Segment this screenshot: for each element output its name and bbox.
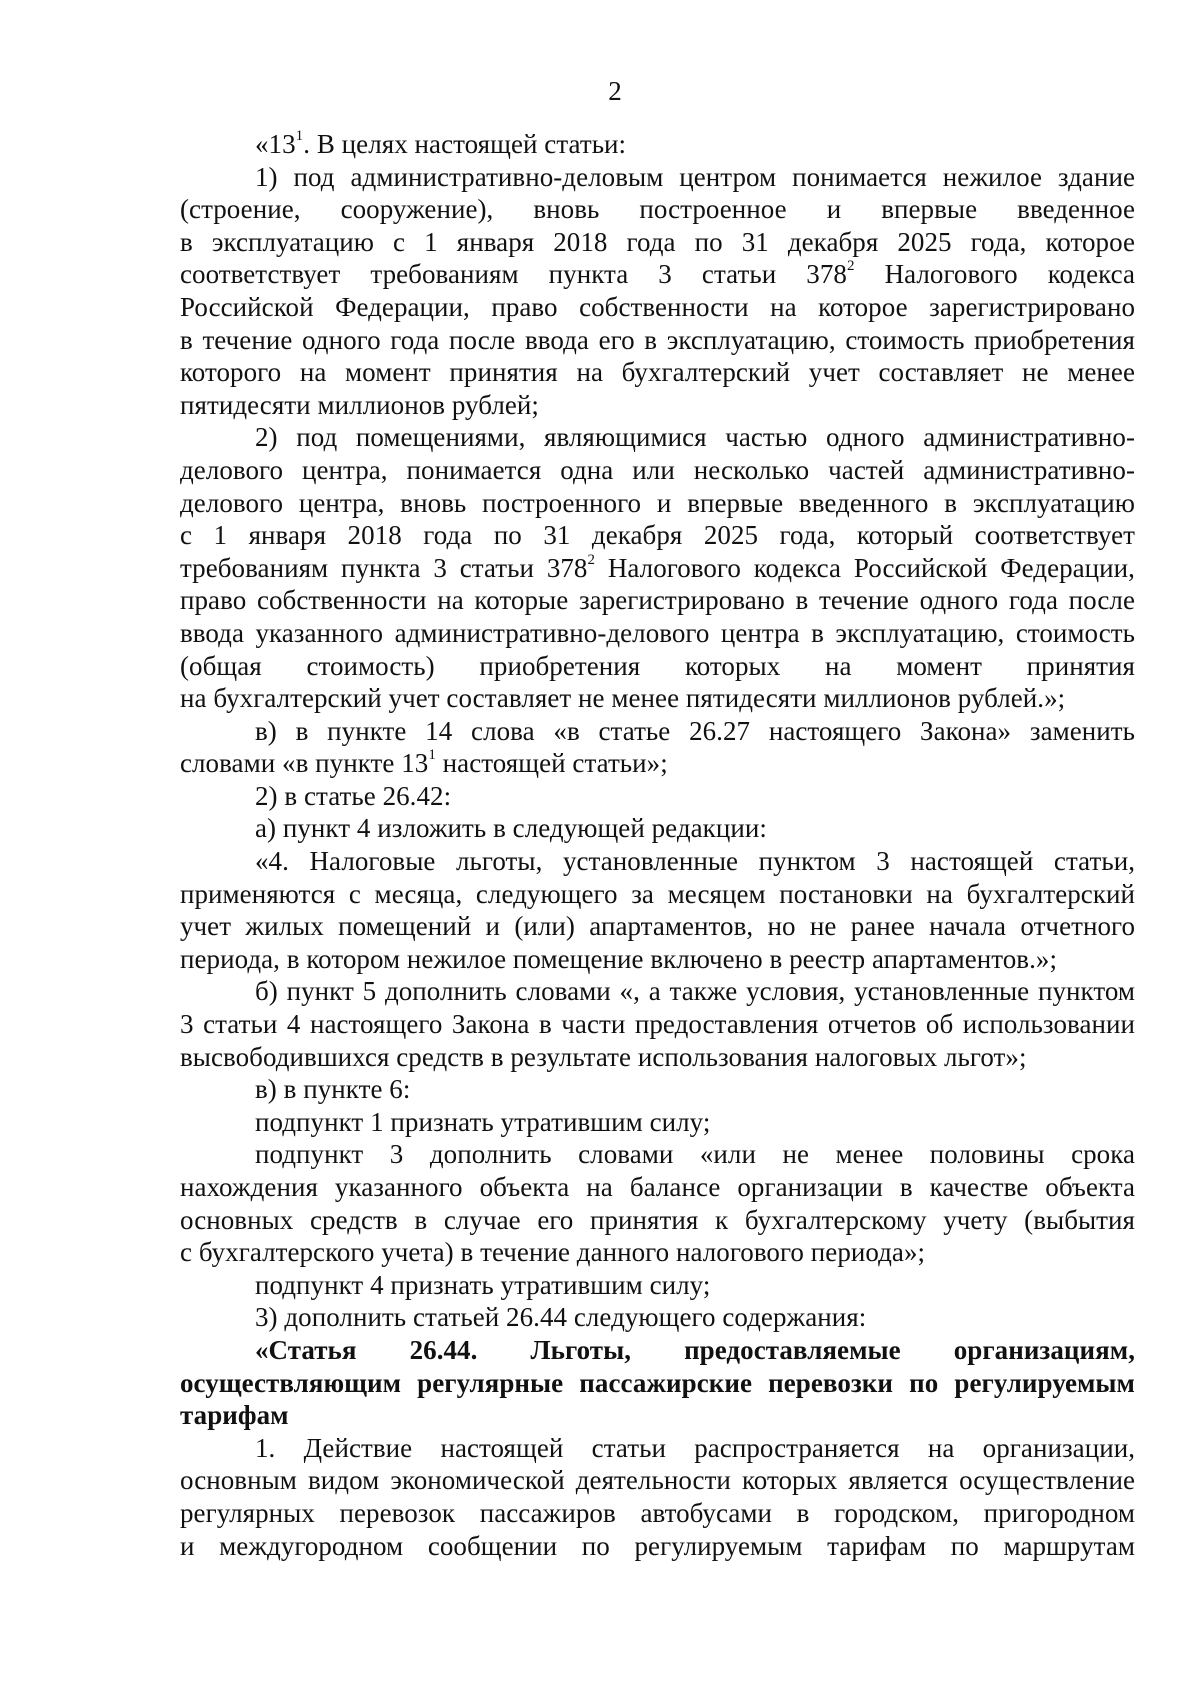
text-line — [180, 258, 1135, 291]
text-line — [180, 161, 1135, 194]
text-line-content: делового центра, вновь построенного и впервые введенного в эксплуатацию — [180, 487, 1135, 518]
text-line-content: право собственности на которые зарегистрировано в течение одного года после — [180, 585, 1135, 616]
text-line — [180, 682, 1135, 715]
text-line — [180, 454, 1135, 487]
text-line — [180, 1464, 1135, 1497]
text-line — [180, 193, 1135, 226]
text-line-content: которого на момент принятия на бухгалтерский учет составляет не менее — [180, 357, 1135, 388]
text-line-content: 3) дополнить статьей 26.44 следующего содержания: — [255, 1302, 867, 1333]
text-line-content: словами «в пункте 13 — [180, 748, 429, 779]
text-line-content: основных средств в случае его принятия к бухгалтерскому учету (выбытия — [180, 1204, 1135, 1235]
text-line — [180, 910, 1135, 943]
text-line-content: «4. Налоговые льготы, установленные пунктом 3 настоящей статьи, — [255, 846, 1135, 877]
text-line-content: в эксплуатацию с 1 января 2018 года по 31 декабря 2025 года, которое — [180, 226, 1135, 257]
text-line-content: делового центра, понимается одна или несколько частей административно- — [180, 454, 1135, 485]
text-line — [180, 617, 1135, 650]
text-line — [180, 747, 1135, 780]
text-line-content: основным видом экономической деятельности которых является осуществление — [180, 1465, 1135, 1496]
text-line-content: 1. Действие настоящей статьи распространяется на организации, — [255, 1432, 1135, 1463]
text-line-continuation: Налогового кодекса — [854, 259, 1136, 290]
text-line-content: пятидесяти миллионов рублей; — [180, 389, 539, 420]
text-line-content: 2) под помещениями, являющимися частью одного административно- — [255, 422, 1135, 453]
text-line-content: Российской Федерации, право собственности на которое зарегистрировано — [180, 291, 1135, 322]
page-number: 2 — [608, 76, 622, 106]
text-line-continuation: настоящей статьи»; — [435, 748, 668, 779]
text-line — [180, 1497, 1135, 1530]
text-line — [180, 975, 1135, 1008]
superscript: 1 — [428, 747, 436, 764]
text-line-content: подпункт 3 дополнить словами «или не менее половины срока — [255, 1139, 1135, 1170]
text-line-content: на бухгалтерский учет составляет не менее пятидесяти миллионов рублей.»; — [180, 683, 1066, 714]
text-line — [180, 845, 1135, 878]
text-line — [180, 421, 1135, 454]
text-line — [180, 356, 1135, 389]
text-line-content: (строение, сооружение), вновь построенное и впервые введенное — [180, 194, 1135, 225]
text-line — [180, 1236, 1135, 1269]
text-line — [180, 780, 1135, 813]
text-line-content: с бухгалтерского учета) в течение данного налогового периода»; — [180, 1237, 926, 1268]
text-line-content: подпункт 1 признать утратившим силу; — [255, 1106, 711, 1137]
text-line — [180, 1269, 1135, 1302]
text-line — [180, 226, 1135, 259]
text-line-content: регулярных перевозок пассажиров автобусами в городском, пригородном — [180, 1497, 1135, 1528]
text-line-content: подпункт 4 признать утратившим силу; — [255, 1269, 711, 1300]
text-line — [180, 878, 1135, 911]
text-line-content: периода, в котором нежилое помещение включено в реестр апартаментов.»; — [180, 943, 1057, 974]
text-line-content: в течение одного года после ввода его в эксплуатацию, стоимость приобретения — [180, 324, 1135, 355]
text-line — [180, 650, 1135, 683]
text-line-content: (общая стоимость) приобретения которых на момент принятия — [180, 650, 1135, 681]
text-line-content: требованиям пункта 3 статьи 378 — [180, 552, 588, 583]
text-line — [180, 1138, 1135, 1171]
text-line-content: нахождения указанного объекта на балансе организации в качестве объекта — [180, 1172, 1135, 1202]
text-line — [180, 1041, 1135, 1074]
text-line-content: «Статья 26.44. Льготы, предоставляемые организациям, — [255, 1334, 1135, 1365]
text-line — [180, 1008, 1135, 1041]
text-line — [180, 943, 1135, 976]
text-line — [180, 487, 1135, 520]
text-line — [180, 389, 1135, 422]
article-heading-line — [180, 1399, 1135, 1432]
text-line-content: с 1 января 2018 года по 31 декабря 2025 года, который соответствует — [180, 520, 1135, 551]
text-line-content: 2) в статье 26.42: — [255, 780, 452, 811]
text-line-content: высвободившихся средств в результате использования налоговых льгот»; — [180, 1041, 1027, 1072]
text-line — [180, 1106, 1135, 1139]
text-line-content: ввода указанного административно-делового центра в эксплуатацию, стоимость — [180, 617, 1135, 648]
text-line-content: применяются с месяца, следующего за месяцем постановки на бухгалтерский — [180, 878, 1135, 909]
text-line — [180, 1204, 1135, 1237]
text-line — [180, 1530, 1135, 1563]
superscript: 1 — [295, 128, 304, 144]
text-line — [180, 812, 1135, 845]
text-line — [180, 519, 1135, 552]
superscript: 2 — [587, 551, 596, 568]
text-line-content: б) пункт 5 дополнить словами «, а также условия, установленные пунктом — [255, 976, 1135, 1007]
document-body — [180, 128, 1135, 1562]
text-line-content: тарифам — [180, 1400, 289, 1431]
text-line — [180, 584, 1135, 617]
text-line-content: соответствует требованиям пункта 3 статьи 378 — [180, 259, 847, 290]
text-line-content: в) в пункте 6: — [255, 1074, 411, 1105]
text-line — [180, 291, 1135, 324]
text-line-content: «13 — [255, 129, 296, 159]
superscript: 2 — [846, 258, 855, 275]
text-line-content: в) в пункте 14 слова «в статье 26.27 настоящего Закона» заменить — [255, 715, 1135, 746]
text-line — [180, 128, 1135, 161]
text-line-continuation: . В целях настоящей статьи: — [303, 129, 627, 159]
text-line-content: а) пункт 4 изложить в следующей редакции: — [255, 813, 767, 844]
text-line — [180, 324, 1135, 357]
text-line — [180, 552, 1135, 585]
text-line-continuation: Налогового кодекса Российской Федерации, — [595, 552, 1135, 583]
text-line-content: учет жилых помещений и (или) апартаментов, но не ранее начала отчетного — [180, 911, 1135, 942]
article-heading-line — [180, 1334, 1135, 1367]
text-line-content: и междугородном сообщении по регулируемым тарифам по маршрутам — [180, 1530, 1135, 1561]
text-line — [180, 715, 1135, 748]
text-line-content: 3 статьи 4 настоящего Закона в части предоставления отчетов об использовании — [180, 1009, 1135, 1040]
article-heading-line — [180, 1367, 1135, 1400]
text-line — [180, 1301, 1135, 1334]
text-line — [180, 1171, 1135, 1204]
text-line-content: 1) под административно-деловым центром понимается нежилое здание — [255, 161, 1135, 192]
text-line-content: осуществляющим регулярные пассажирские перевозки по регулируемым — [180, 1367, 1135, 1398]
text-line — [180, 1432, 1135, 1465]
text-line — [180, 1073, 1135, 1106]
